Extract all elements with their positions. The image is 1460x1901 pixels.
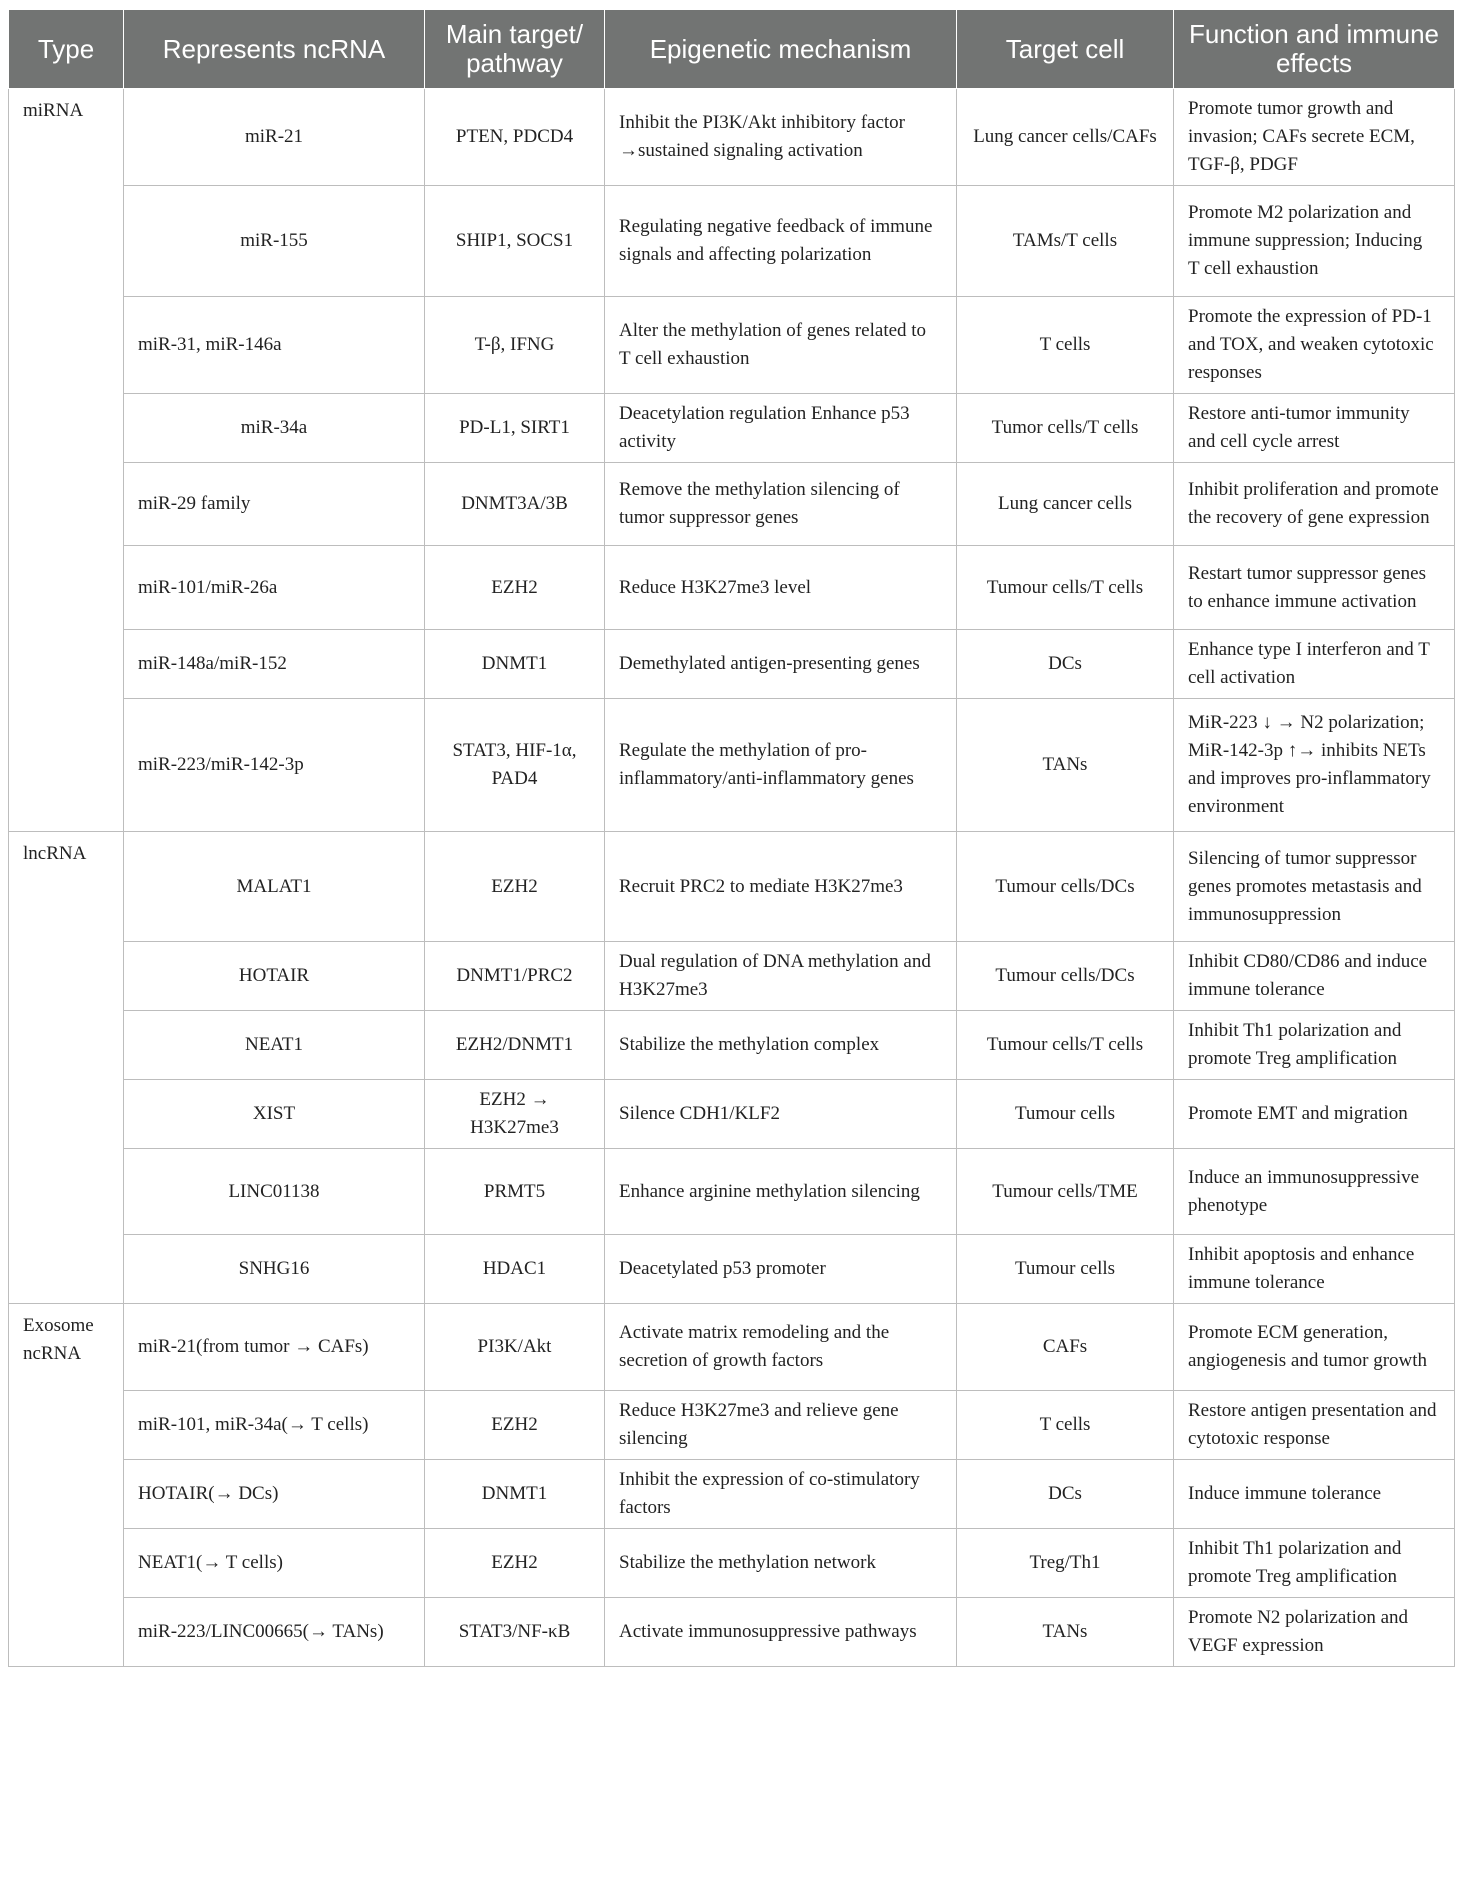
target-cell: HDAC1 (425, 1235, 605, 1304)
table-row (9, 1304, 1455, 1391)
ncrna-cell: miR-21(from tumor → CAFs) (124, 1304, 425, 1391)
target-cell-type: Tumour cells/TME (957, 1149, 1174, 1235)
target-cell: DNMT3A/3B (425, 463, 605, 546)
ncrna-cell: miR-101/miR-26a (124, 546, 425, 630)
target-cell-type: CAFs (957, 1304, 1174, 1391)
mechanism-cell: Stabilize the methylation network (605, 1529, 957, 1598)
effect-cell: Silencing of tumor suppressor genes promotes metastasis and immunosuppression (1174, 832, 1455, 942)
ncrna-cell: miR-148a/miR-152 (124, 630, 425, 699)
column-header: Epigenetic mechanism (605, 10, 957, 89)
ncrna-cell: HOTAIR(→ DCs) (124, 1460, 425, 1529)
target-cell: EZH2 (425, 546, 605, 630)
effect-cell: Enhance type I interferon and T cell activation (1174, 630, 1455, 699)
target-cell-type: Tumour cells (957, 1235, 1174, 1304)
target-cell-type: DCs (957, 1460, 1174, 1529)
column-header: Function and immune effects (1174, 10, 1455, 89)
mechanism-cell: Alter the methylation of genes related to T cell exhaustion (605, 297, 957, 394)
target-cell: STAT3, HIF-1α, PAD4 (425, 699, 605, 832)
target-cell: T-β, IFNG (425, 297, 605, 394)
effect-cell: Inhibit Th1 polarization and promote Treg amplification (1174, 1011, 1455, 1080)
target-cell: EZH2 (425, 832, 605, 942)
ncrna-cell: SNHG16 (124, 1235, 425, 1304)
table-row (9, 832, 1455, 942)
target-cell: STAT3/NF-κB (425, 1598, 605, 1667)
table-row (9, 1460, 1455, 1529)
ncrna-cell: MALAT1 (124, 832, 425, 942)
target-cell-type: Tumour cells/T cells (957, 546, 1174, 630)
mechanism-cell: Silence CDH1/KLF2 (605, 1080, 957, 1149)
table-row (9, 546, 1455, 630)
effect-cell: Induce immune tolerance (1174, 1460, 1455, 1529)
mechanism-cell: Reduce H3K27me3 and relieve gene silencing (605, 1391, 957, 1460)
effect-cell: Restore anti-tumor immunity and cell cycle arrest (1174, 394, 1455, 463)
table-row (9, 1235, 1455, 1304)
target-cell-type: Tumour cells/DCs (957, 942, 1174, 1011)
target-cell: EZH2/DNMT1 (425, 1011, 605, 1080)
mechanism-cell: Demethylated antigen-presenting genes (605, 630, 957, 699)
effect-cell: Restore antigen presentation and cytotoxic response (1174, 1391, 1455, 1460)
ncrna-cell: HOTAIR (124, 942, 425, 1011)
target-cell: EZH2 (425, 1391, 605, 1460)
column-header: Represents ncRNA (124, 10, 425, 89)
ncrna-cell: NEAT1 (124, 1011, 425, 1080)
table-row (9, 1391, 1455, 1460)
target-cell: SHIP1, SOCS1 (425, 186, 605, 297)
table-row (9, 1598, 1455, 1667)
header-row (9, 10, 1455, 89)
target-cell-type: Tumour cells/T cells (957, 1011, 1174, 1080)
target-cell-type: DCs (957, 630, 1174, 699)
type-cell: lncRNA (9, 832, 124, 1304)
ncrna-cell: miR-101, miR-34a(→ T cells) (124, 1391, 425, 1460)
ncrna-cell: LINC01138 (124, 1149, 425, 1235)
effect-cell: Promote M2 polarization and immune suppression; Inducing T cell exhaustion (1174, 186, 1455, 297)
effect-cell: Promote ECM generation, angiogenesis and tumor growth (1174, 1304, 1455, 1391)
target-cell-type: TANs (957, 699, 1174, 832)
target-cell-type: Tumour cells (957, 1080, 1174, 1149)
ncrna-cell: miR-34a (124, 394, 425, 463)
table-row (9, 186, 1455, 297)
table-row (9, 699, 1455, 832)
mechanism-cell: Stabilize the methylation complex (605, 1011, 957, 1080)
target-cell-type: Treg/Th1 (957, 1529, 1174, 1598)
effect-cell: Inhibit Th1 polarization and promote Treg amplification (1174, 1529, 1455, 1598)
ncrna-cell: miR-29 family (124, 463, 425, 546)
ncrna-cell: miR-21 (124, 89, 425, 186)
mechanism-cell: Reduce H3K27me3 level (605, 546, 957, 630)
mechanism-cell: Regulating negative feedback of immune signals and affecting polarization (605, 186, 957, 297)
target-cell: EZH2 (425, 1529, 605, 1598)
target-cell: DNMT1 (425, 1460, 605, 1529)
ncrna-cell: miR-223/miR-142-3p (124, 699, 425, 832)
column-header: Type (9, 10, 124, 89)
column-header: Target cell (957, 10, 1174, 89)
mechanism-cell: Inhibit the PI3K/Akt inhibitory factor →sustained signaling activation (605, 89, 957, 186)
effect-cell: Inhibit apoptosis and enhance immune tolerance (1174, 1235, 1455, 1304)
column-header: Main target/ pathway (425, 10, 605, 89)
target-cell-type: Lung cancer cells (957, 463, 1174, 546)
target-cell: EZH2 → H3K27me3 (425, 1080, 605, 1149)
mechanism-cell: Deacetylation regulation Enhance p53 activity (605, 394, 957, 463)
target-cell: PRMT5 (425, 1149, 605, 1235)
target-cell: PTEN, PDCD4 (425, 89, 605, 186)
table-row (9, 1149, 1455, 1235)
mechanism-cell: Dual regulation of DNA methylation and H3K27me3 (605, 942, 957, 1011)
table-row (9, 89, 1455, 186)
target-cell: PD-L1, SIRT1 (425, 394, 605, 463)
table-row (9, 1080, 1455, 1149)
effect-cell: Promote EMT and migration (1174, 1080, 1455, 1149)
target-cell-type: TANs (957, 1598, 1174, 1667)
effect-cell: MiR-223 ↓ → N2 polarization; MiR-142-3p ↑→ inhibits NETs and improves pro-inflammatory environment (1174, 699, 1455, 832)
ncrna-cell: miR-223/LINC00665(→ TANs) (124, 1598, 425, 1667)
table-row (9, 297, 1455, 394)
table-row (9, 942, 1455, 1011)
target-cell-type: Lung cancer cells/CAFs (957, 89, 1174, 186)
ncrna-cell: miR-155 (124, 186, 425, 297)
effect-cell: Induce an immunosuppressive phenotype (1174, 1149, 1455, 1235)
effect-cell: Promote the expression of PD-1 and TOX, and weaken cytotoxic responses (1174, 297, 1455, 394)
table-row (9, 463, 1455, 546)
type-cell: miRNA (9, 89, 124, 832)
mechanism-cell: Recruit PRC2 to mediate H3K27me3 (605, 832, 957, 942)
target-cell-type: T cells (957, 1391, 1174, 1460)
target-cell: DNMT1 (425, 630, 605, 699)
target-cell: PI3K/Akt (425, 1304, 605, 1391)
effect-cell: Inhibit CD80/CD86 and induce immune tolerance (1174, 942, 1455, 1011)
effect-cell: Promote N2 polarization and VEGF expression (1174, 1598, 1455, 1667)
ncrna-cell: miR-31, miR-146a (124, 297, 425, 394)
mechanism-cell: Activate matrix remodeling and the secretion of growth factors (605, 1304, 957, 1391)
mechanism-cell: Inhibit the expression of co-stimulatory factors (605, 1460, 957, 1529)
table-row (9, 630, 1455, 699)
effect-cell: Inhibit proliferation and promote the recovery of gene expression (1174, 463, 1455, 546)
target-cell-type: TAMs/T cells (957, 186, 1174, 297)
mechanism-cell: Activate immunosuppressive pathways (605, 1598, 957, 1667)
target-cell-type: Tumor cells/T cells (957, 394, 1174, 463)
mechanism-cell: Deacetylated p53 promoter (605, 1235, 957, 1304)
mechanism-cell: Regulate the methylation of pro-inflammatory/anti-inflammatory genes (605, 699, 957, 832)
mechanism-cell: Enhance arginine methylation silencing (605, 1149, 957, 1235)
table-container (8, 9, 1454, 1667)
ncrna-cell: XIST (124, 1080, 425, 1149)
target-cell-type: Tumour cells/DCs (957, 832, 1174, 942)
table-body (9, 89, 1455, 1667)
effect-cell: Promote tumor growth and invasion; CAFs secrete ECM, TGF-β, PDGF (1174, 89, 1455, 186)
target-cell-type: T cells (957, 297, 1174, 394)
mechanism-cell: Remove the methylation silencing of tumor suppressor genes (605, 463, 957, 546)
target-cell: DNMT1/PRC2 (425, 942, 605, 1011)
ncrna-table (8, 9, 1455, 1667)
table-row (9, 1529, 1455, 1598)
type-cell: Exosome ncRNA (9, 1304, 124, 1667)
table-row (9, 394, 1455, 463)
table-row (9, 1011, 1455, 1080)
ncrna-cell: NEAT1(→ T cells) (124, 1529, 425, 1598)
effect-cell: Restart tumor suppressor genes to enhance immune activation (1174, 546, 1455, 630)
